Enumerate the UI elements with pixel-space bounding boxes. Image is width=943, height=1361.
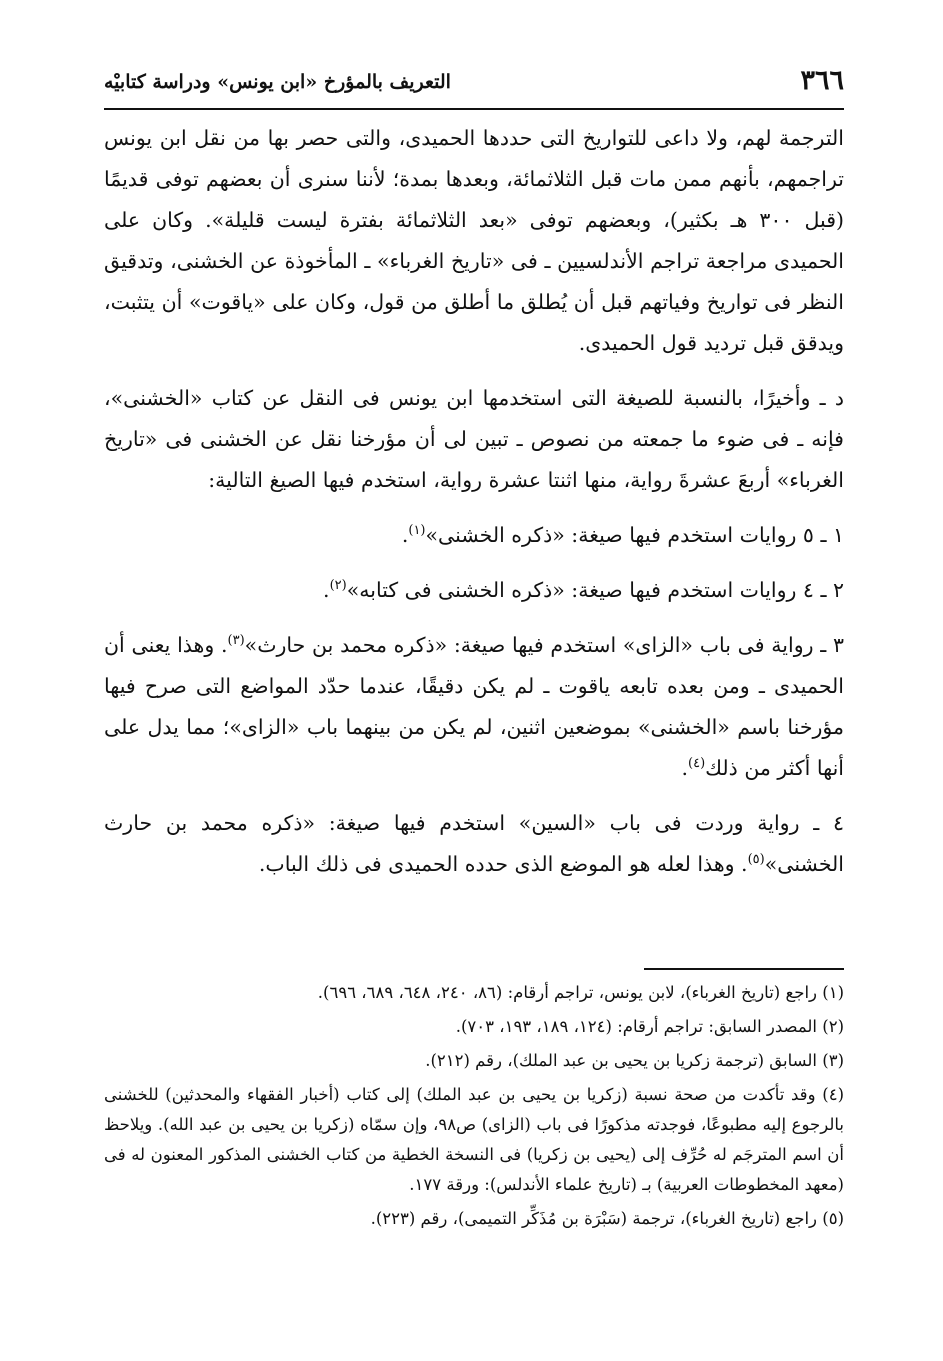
list-item-1: [104, 515, 844, 556]
footnote-2: (٢) المصدر السابق: تراجم أرقام: (١٢٤، ١٨٩، ١٩٣، ٧٠٣).: [455, 1017, 844, 1036]
list-item-text-continued: . وهذا يعنى أن الحميدى ـ ومن بعده تابعه ياقوت ـ لم يكن دقيقًا، عندما حدّد المواضع التى صرح فيها مؤرخنا باسم «الخشنى» بموضعين اثنين، لم يكن من بينهما باب «الزاى»؛ مما يدل على أنها أكثر من ذلك: [104, 633, 844, 780]
main-text: [104, 118, 844, 885]
header-rule: [104, 108, 844, 110]
footnote-separator: [644, 968, 844, 970]
list-item-end: .: [681, 756, 689, 780]
list-item-text: ٣ ـ رواية فى باب «الزاى» استخدم فيها صيغة: «ذكره محمد بن حارث»: [244, 633, 844, 657]
list-item-end: .: [323, 578, 330, 602]
paragraph-continuation: [104, 118, 844, 364]
list-item-3: [104, 625, 844, 789]
list-item-4: [104, 803, 844, 885]
footnote-reference: (٢): [329, 578, 347, 593]
list-item-2: [104, 570, 844, 611]
footnote-1: (١) راجع (تاريخ الغرباء)، لابن يونس، تراجم أرقام: (٨٦، ٢٤٠، ٦٤٨، ٦٨٩، ٦٩٦).: [317, 983, 844, 1002]
footnotes: [104, 978, 844, 1238]
running-title: التعريف بالمؤرخ «ابن يونس» ودراسة كتابيْه: [104, 71, 451, 93]
footnote-5: (٥) راجع (تاريخ الغرباء)، ترجمة (سَبْرَة بن مُذَكِّر التميمى)، رقم (٢٢٣).: [370, 1209, 844, 1228]
list-item-text: ٤ ـ رواية وردت فى باب «السين» استخدم فيها صيغة: «ذكره محمد بن حارث الخشنى»: [104, 811, 844, 876]
footnote-reference: (٣): [227, 633, 245, 648]
list-item-end: .: [401, 523, 409, 547]
list-item-text: ٢ ـ ٤ روايات استخدم فيها صيغة: «ذكره الخشنى فى كتابه»: [346, 578, 844, 602]
paragraph-d: [104, 378, 844, 501]
footnote-3: (٣) السابق (ترجمة زكريا بن يحيى بن عبد الملك)، رقم (٢١٢).: [425, 1051, 844, 1070]
list-item-text-continued: . وهذا لعله هو الموضع الذى حدده الحميدى فى ذلك الباب.: [258, 852, 748, 876]
paragraph-text: الترجمة لهم، ولا داعى للتواريخ التى حددها الحميدى، والتى حصر بها من نقل ابن يونس تراجمهم، بأنهم ممن مات قبل الثلاثمائة، وبعدها بمدة؛ لأننا سنرى أن بعضهم توفى قديمًا (قبل ٣٠٠ هـ بكثير)، وبعضهم توفى «بعد الثلاثمائة بفترة ليست قليلة». وكان على الحميدى مراجعة تراجم الأندلسيين ـ فى «تاريخ الغرباء» ـ المأخوذة عن الخشنى، وتدقيق النظر فى تواريخ وفياتهم قبل أن يُطلق ما أطلق من قول، وكان على «ياقوت» أن يتثبت، ويدقق قبل ترديد قول الحميدى.: [104, 126, 844, 355]
footnote-reference: (١): [408, 523, 426, 538]
page-number: ٣٦٦: [800, 65, 844, 96]
footnote-4: (٤) وقد تأكدت من صحة نسبة (زكريا بن يحيى بن عبد الملك) إلى كتاب (أخبار الفقهاء والمحدثين) للخشنى بالرجوع إليه مطبوعًا، فوجدته مذكورًا فى باب (الزاى) ص٩٨، وإن سمّاه (زكريا بن يحيى بن عبد الله). ويلاحظ أن اسم المترجَم له حُرِّف إلى (يحيى بن زكريا) فى النسخة الخطية من كتاب الخشنى المذكور المعنون له فى (معهد المخطوطات العربية) بـ (تاريخ علماء الأندلس): ورقة ١٧٧.: [104, 1085, 844, 1194]
paragraph-text: د ـ وأخيرًا، بالنسبة للصيغة التى استخدمها ابن يونس فى النقل عن كتاب «الخشنى»، فإنه ـ فى ضوء ما جمعته من نصوص ـ تبين لى أن مؤرخنا نقل عن الخشنى فى «تاريخ الغرباء» أربعَ عشرةَ رواية، منها اثنتا عشرة رواية، استخدم فيها الصيغ التالية:: [104, 386, 844, 492]
list-item-text: ١ ـ ٥ روايات استخدم فيها صيغة: «ذكره الخشنى»: [425, 523, 844, 547]
footnote-reference: (٤): [688, 756, 706, 771]
running-header: [104, 62, 844, 102]
footnote-reference: (٥): [747, 852, 765, 867]
